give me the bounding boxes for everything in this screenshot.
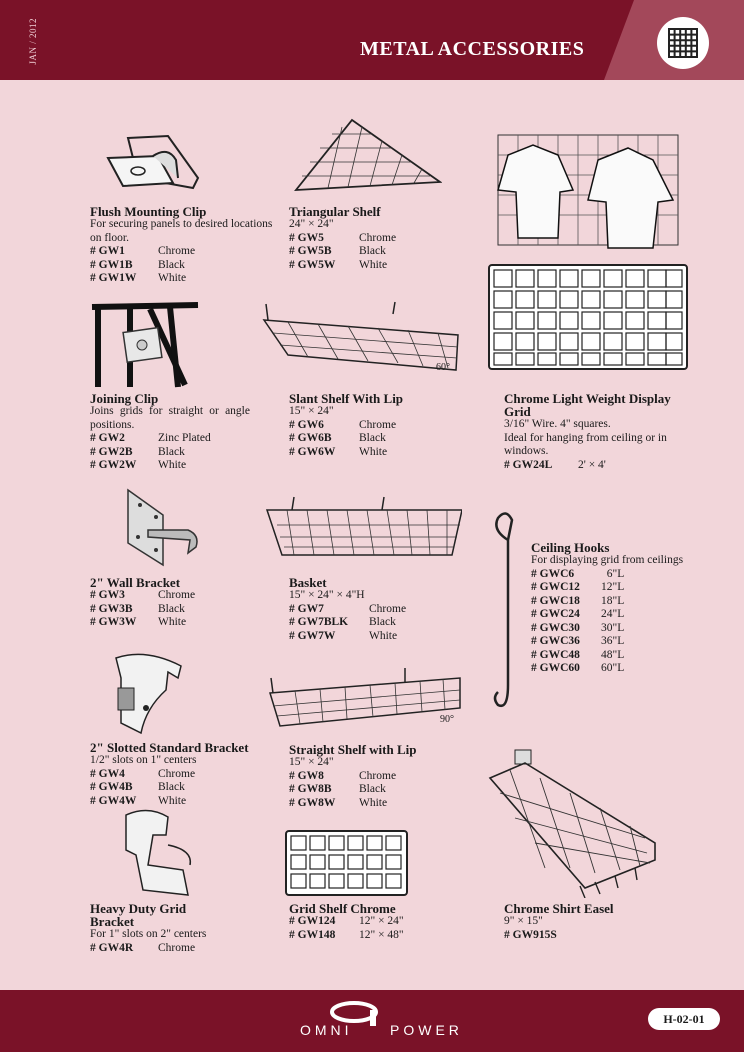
product-slotted-standard-bracket bbox=[90, 741, 280, 808]
finish: 12"L bbox=[601, 581, 625, 593]
sku: # GW1 bbox=[90, 245, 125, 257]
variant-row bbox=[90, 616, 195, 630]
display-grid-with-shirts-image bbox=[488, 120, 688, 260]
sku: # GW4 bbox=[90, 767, 125, 780]
finish: 60"L bbox=[601, 662, 625, 674]
variant-row bbox=[289, 446, 396, 460]
finish: Chrome bbox=[158, 941, 196, 954]
finish: Chrome bbox=[158, 589, 196, 601]
sku: # GW2W bbox=[90, 459, 137, 471]
variant-row bbox=[531, 568, 624, 582]
product-slant-shelf bbox=[289, 392, 474, 459]
ceiling-hook-image bbox=[488, 510, 528, 715]
sku: # GWC48 bbox=[531, 648, 580, 661]
variant-row bbox=[531, 622, 624, 636]
product-desc-2: Ideal for hanging from ceiling or in windows. bbox=[504, 431, 667, 457]
sku: # GW6 bbox=[289, 418, 324, 431]
variant-row bbox=[289, 915, 404, 929]
sku: # GW148 bbox=[289, 928, 336, 941]
sku: # GWC12 bbox=[531, 581, 580, 593]
finish: Black bbox=[359, 783, 386, 795]
sku: # GWC30 bbox=[531, 621, 580, 634]
finish: Black bbox=[158, 258, 185, 271]
sku: # GW2B bbox=[90, 445, 133, 458]
sku: # GWC24 bbox=[531, 608, 580, 620]
variant-row bbox=[90, 603, 195, 617]
variant-table bbox=[90, 432, 211, 473]
variant-row bbox=[531, 595, 624, 609]
finish: Chrome bbox=[359, 231, 397, 244]
slotted-standard-bracket-image bbox=[106, 648, 186, 738]
product-name: Flush Mounting Clip bbox=[90, 204, 207, 219]
finish: White bbox=[359, 445, 388, 458]
sku: # GW8B bbox=[289, 783, 332, 795]
sku: # GWC60 bbox=[531, 662, 580, 674]
product-name: Ceiling Hooks bbox=[531, 540, 610, 555]
product-name: Heavy Duty Grid Bracket bbox=[90, 901, 187, 929]
variant-table bbox=[90, 942, 195, 956]
variant-table bbox=[289, 232, 396, 273]
finish: White bbox=[158, 459, 187, 471]
page-code: H-02-01 bbox=[648, 1008, 720, 1030]
variant-row bbox=[531, 608, 624, 622]
product-name: Triangular Shelf bbox=[289, 204, 381, 219]
variant-table bbox=[289, 770, 396, 811]
sku: # GW1B bbox=[90, 258, 133, 271]
finish: White bbox=[158, 272, 187, 284]
sku: # GW8 bbox=[289, 769, 324, 782]
product-name: Joining Clip bbox=[90, 391, 159, 406]
variant-table bbox=[504, 929, 565, 943]
variant-row bbox=[90, 272, 195, 286]
product-desc: For securing panels to desired locations on floor. bbox=[90, 218, 273, 244]
finish: White bbox=[359, 796, 388, 809]
sku: # GW3B bbox=[90, 602, 133, 615]
variant-row bbox=[90, 432, 211, 446]
variant-table bbox=[289, 915, 404, 942]
variant-table bbox=[90, 768, 195, 809]
sku: # GW7BLK bbox=[289, 616, 349, 628]
variant-row bbox=[90, 768, 195, 782]
product-desc: 3/16" Wire. 4" squares. bbox=[504, 418, 611, 430]
finish: Black bbox=[359, 245, 386, 257]
product-name: Slant Shelf With Lip bbox=[289, 391, 404, 406]
variant-row bbox=[289, 616, 406, 630]
product-name: Straight Shelf with Lip bbox=[289, 742, 417, 757]
finish: Black bbox=[158, 445, 185, 458]
variant-row bbox=[90, 459, 211, 473]
finish: 12" × 24" bbox=[359, 915, 404, 927]
variant-row bbox=[289, 259, 396, 273]
product-flush-mounting-clip bbox=[90, 205, 275, 286]
shirt-easel-image bbox=[485, 748, 675, 898]
joining-clip-image bbox=[90, 295, 200, 390]
product-wall-bracket bbox=[90, 576, 275, 630]
variant-table bbox=[531, 568, 624, 676]
finish: Chrome bbox=[158, 245, 196, 257]
product-desc: 15" × 24" bbox=[289, 405, 334, 417]
sku: # GWC18 bbox=[531, 594, 580, 607]
product-desc: 1/2" slots on 1" centers bbox=[90, 754, 197, 766]
variant-row bbox=[289, 770, 396, 784]
sku: # GW7W bbox=[289, 629, 336, 642]
finish: White bbox=[158, 794, 187, 807]
product-grid-shelf bbox=[289, 902, 474, 942]
product-name: Basket bbox=[289, 575, 327, 590]
sku: # GW2 bbox=[90, 432, 125, 444]
variant-row bbox=[289, 232, 396, 246]
variant-row bbox=[531, 581, 624, 595]
grid-icon bbox=[668, 28, 698, 58]
variant-table bbox=[90, 245, 195, 286]
finish: Chrome bbox=[359, 769, 397, 782]
omni-power-logo bbox=[290, 1000, 463, 1046]
finish: Black bbox=[369, 616, 396, 628]
sku: # GW4B bbox=[90, 781, 133, 793]
sku: # GW6W bbox=[289, 445, 336, 458]
variant-row bbox=[90, 781, 195, 795]
catalog-date: JAN / 2012 bbox=[28, 18, 38, 65]
sku: # GW24L bbox=[504, 458, 553, 471]
variant-table bbox=[90, 589, 195, 630]
sku: # GW3 bbox=[90, 589, 125, 601]
sku: # GW124 bbox=[289, 915, 336, 927]
product-name: Chrome Light Weight Display Grid bbox=[504, 391, 671, 419]
brand-text-omni: OMNI bbox=[300, 1022, 353, 1038]
product-desc: Joins grids for straight or angle positions. bbox=[90, 405, 250, 431]
sku: # GW1W bbox=[90, 272, 137, 284]
variant-row bbox=[531, 662, 624, 676]
variant-row bbox=[531, 635, 624, 649]
variant-row bbox=[531, 649, 624, 663]
product-name: Chrome Shirt Easel bbox=[504, 901, 614, 916]
variant-table bbox=[504, 459, 606, 473]
product-desc: 9" × 15" bbox=[504, 915, 543, 927]
finish: 6"L bbox=[606, 567, 625, 580]
finish: Black bbox=[359, 432, 386, 444]
page-title: METAL ACCESSORIES bbox=[360, 38, 585, 60]
variant-row bbox=[289, 783, 396, 797]
finish: 18"L bbox=[601, 594, 625, 607]
finish: Black bbox=[158, 781, 185, 793]
variant-row bbox=[90, 245, 195, 259]
variant-row bbox=[504, 929, 565, 943]
product-joining-clip bbox=[90, 392, 250, 473]
finish: Zinc Plated bbox=[158, 432, 211, 444]
variant-row bbox=[90, 589, 195, 603]
sku: # GW5B bbox=[289, 245, 332, 257]
product-ceiling-hooks bbox=[531, 541, 711, 676]
variant-row bbox=[504, 459, 606, 473]
sku: # GW4R bbox=[90, 941, 134, 954]
grid-shelf-image bbox=[285, 830, 408, 896]
variant-row bbox=[90, 259, 195, 273]
product-name: 2" Slotted Standard Bracket bbox=[90, 740, 249, 755]
variant-row bbox=[289, 432, 396, 446]
product-desc: For displaying grid from ceilings bbox=[531, 554, 684, 566]
brand-text-power: POWER bbox=[390, 1022, 463, 1038]
sku: # GW3W bbox=[90, 616, 137, 628]
variant-table bbox=[289, 603, 406, 644]
grid-logo bbox=[657, 17, 709, 69]
finish: Black bbox=[158, 602, 185, 615]
variant-row bbox=[289, 630, 406, 644]
product-desc: 24" × 24" bbox=[289, 218, 334, 230]
triangular-shelf-image bbox=[292, 118, 442, 196]
sku: # GW8W bbox=[289, 796, 336, 809]
finish: 12" × 48" bbox=[359, 928, 404, 941]
finish: Chrome bbox=[158, 767, 196, 780]
product-basket bbox=[289, 576, 474, 643]
flush-mounting-clip-image bbox=[98, 128, 208, 203]
finish: Chrome bbox=[359, 418, 397, 431]
product-chrome-light-weight-grid bbox=[504, 392, 684, 472]
variant-table bbox=[289, 419, 396, 460]
product-desc: 15" × 24" bbox=[289, 756, 334, 768]
product-heavy-duty-bracket bbox=[90, 902, 250, 955]
sku: # GW5 bbox=[289, 231, 324, 244]
product-shirt-easel bbox=[504, 902, 684, 942]
finish: Chrome bbox=[369, 602, 407, 615]
heavy-duty-bracket-image bbox=[118, 805, 198, 900]
variant-row bbox=[289, 603, 406, 617]
finish: White bbox=[369, 629, 398, 642]
finish: White bbox=[158, 616, 187, 628]
finish: 48"L bbox=[601, 648, 625, 661]
variant-row bbox=[289, 245, 396, 259]
product-name: 2" Wall Bracket bbox=[90, 575, 181, 590]
finish: 24"L bbox=[601, 608, 625, 620]
finish: 30"L bbox=[601, 621, 625, 634]
variant-row bbox=[289, 419, 396, 433]
product-desc: For 1" slots on 2" centers bbox=[90, 928, 207, 940]
sku: # GW6B bbox=[289, 432, 332, 444]
basket-image bbox=[262, 495, 462, 565]
slant-angle-label: 60° bbox=[436, 362, 450, 373]
chrome-light-weight-grid-image bbox=[488, 264, 688, 370]
sku: # GW4W bbox=[90, 794, 137, 807]
product-name: Grid Shelf Chrome bbox=[289, 901, 396, 916]
straight-angle-label: 90° bbox=[440, 714, 454, 725]
sku: # GWC6 bbox=[531, 567, 575, 580]
product-straight-shelf bbox=[289, 743, 474, 810]
variant-row bbox=[289, 929, 404, 943]
variant-row bbox=[90, 942, 195, 956]
straight-shelf-image bbox=[265, 668, 465, 733]
variant-row bbox=[289, 797, 396, 811]
product-desc: 15" × 24" × 4"H bbox=[289, 589, 365, 601]
finish: White bbox=[359, 258, 388, 271]
variant-row bbox=[90, 446, 211, 460]
finish: 2' × 4' bbox=[578, 458, 606, 471]
sku: # GW7 bbox=[289, 602, 324, 615]
product-triangular-shelf bbox=[289, 205, 474, 272]
sku: # GWC36 bbox=[531, 635, 580, 647]
wall-bracket-image bbox=[118, 485, 203, 575]
sku: # GW915S bbox=[504, 928, 557, 941]
finish: 36"L bbox=[601, 635, 625, 647]
sku: # GW5W bbox=[289, 258, 336, 271]
